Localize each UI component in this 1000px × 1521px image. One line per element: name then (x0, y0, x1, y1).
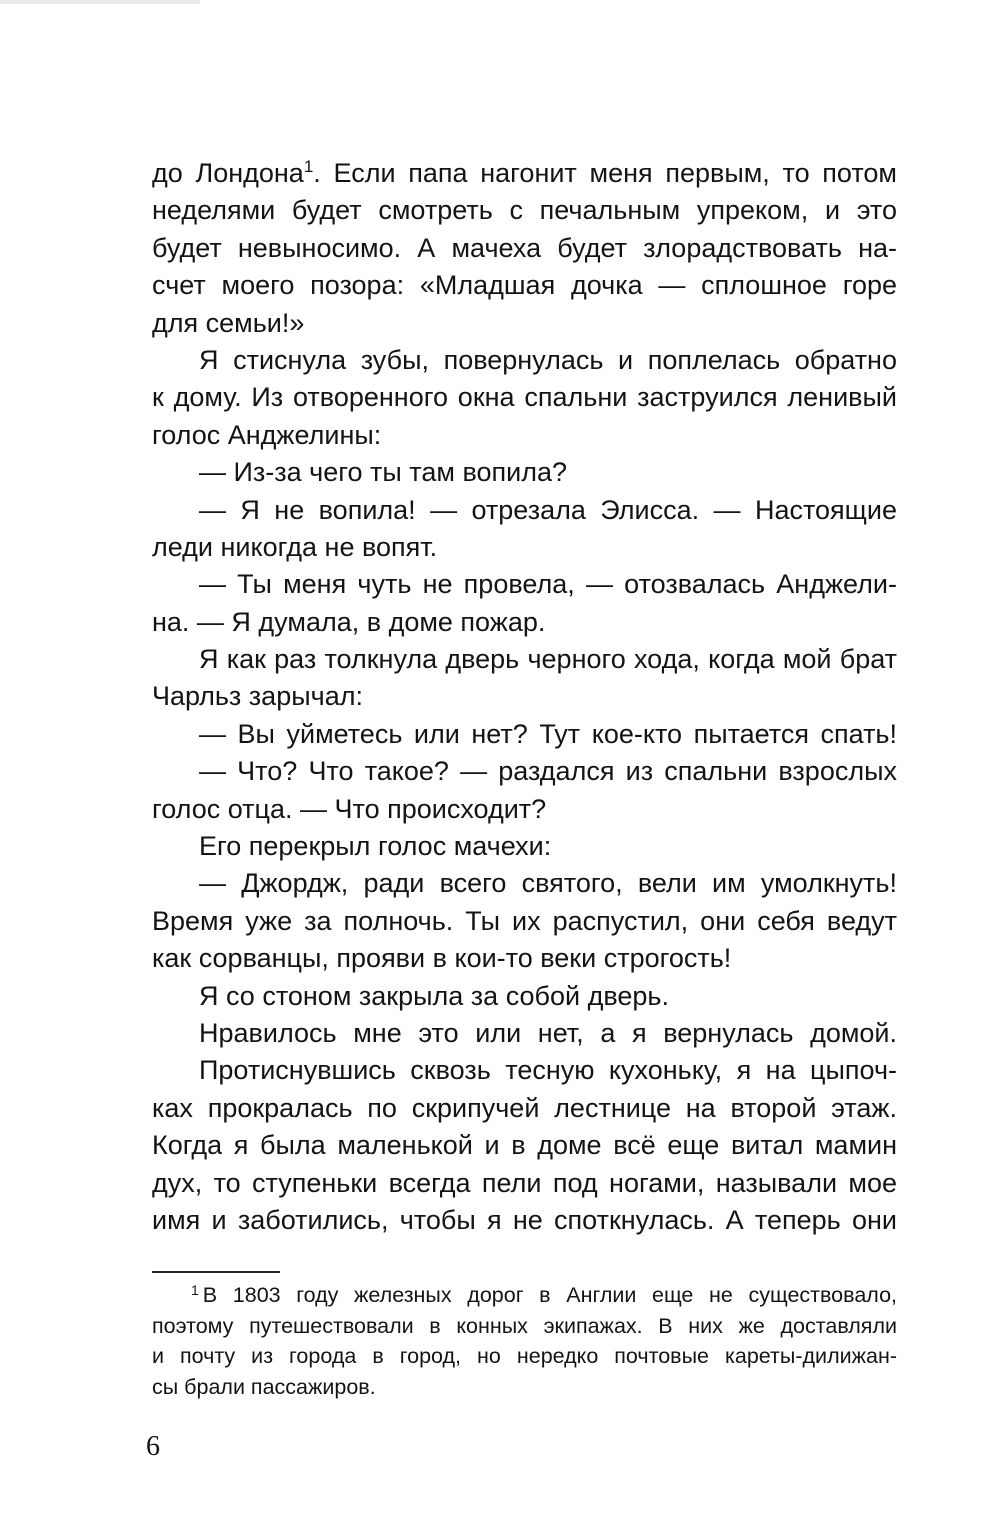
scan-edge-mark (0, 0, 200, 4)
text-line: — Ты меня чуть не провела, — отозвалась Анджели- (199, 569, 897, 600)
text-line: Время уже за полночь. Ты их распустил, они себя ведут (152, 905, 897, 936)
footnote (152, 1280, 897, 1402)
page-number: 6 (146, 1431, 160, 1462)
footnote-separator (152, 1271, 280, 1273)
text-line: Протиснувшись сквозь тесную кухоньку, я на цыпоч- (199, 1055, 897, 1086)
text-line: имя и заботились, чтобы я не споткнулась. А теперь они (152, 1204, 897, 1235)
main-text (152, 155, 897, 1239)
text-line: голос Анджелины: (152, 419, 382, 450)
text-line: леди никогда не вопят. (152, 531, 438, 562)
text-line: Его перекрыл голос мачехи: (199, 831, 552, 862)
text-line: будет невыносимо. А мачеха будет злорадствовать на- (152, 232, 897, 263)
text-line: — Что? Что такое? — раздался из спальни взрослых (199, 756, 897, 787)
text-line: неделями будет смотреть с печальным упреком, и это (152, 195, 897, 226)
text-line: дух, то ступеньки всегда пели под ногами, называли мое (152, 1167, 897, 1198)
footnote-line: сы брали пассажиров. (152, 1374, 376, 1399)
footnote-marker: 1 (191, 1282, 199, 1298)
text-line: счет моего позора: «Младшая дочка — сплошное горе (152, 270, 897, 301)
text-line: ках прокралась по скрипучей лестнице на второй этаж. (152, 1092, 897, 1123)
text-line: до Лондона$^1$. Если папа нагонит меня первым, то потом (152, 157, 897, 188)
text-line: как сорванцы, прояви в кои-то веки строгость! (152, 943, 732, 974)
footnote-line: $^1$ В 1803 году железных дорог в Англии еще не существовало, (191, 1282, 897, 1307)
text-line: Я стиснула зубы, повернулась и поплелась обратно (199, 344, 897, 375)
text-line: — Джордж, ради всего святого, вели им умолкнуть! (199, 868, 897, 899)
text-line: на. — Я думала, в доме пожар. (152, 606, 546, 637)
text-line: Я со стоном закрыла за собой дверь. (199, 980, 669, 1011)
text-line: — Из-за чего ты там вопила? (199, 457, 567, 488)
footnote-line: поэтому путешествовали в конных экипажах. В них же доставляли (152, 1313, 897, 1338)
text-line: к дому. Из отворенного окна спальни заструился ленивый (152, 382, 897, 413)
text-line: — Я не вопила! — отрезала Элисса. — Настоящие (199, 494, 897, 525)
footnote-ref: 1 (303, 157, 314, 176)
text-line: Чарльз зарычал: (152, 681, 363, 712)
footnote-line: и почту из города в город, но нередко почтовые кареты-дилижан- (152, 1344, 897, 1368)
text-line: Я как раз толкнула дверь черного хода, когда мой брат (199, 644, 897, 675)
text-line: для семьи!» (152, 307, 305, 338)
text-line: — Вы уйметесь или нет? Тут кое-кто пытается спать! (199, 718, 897, 749)
text-line: голос отца. — Что происходит? (152, 793, 547, 824)
text-line: Когда я была маленькой и в доме всё еще витал мамин (152, 1130, 897, 1161)
text-line: Нравилось мне это или нет, а я вернулась домой. (199, 1017, 897, 1048)
